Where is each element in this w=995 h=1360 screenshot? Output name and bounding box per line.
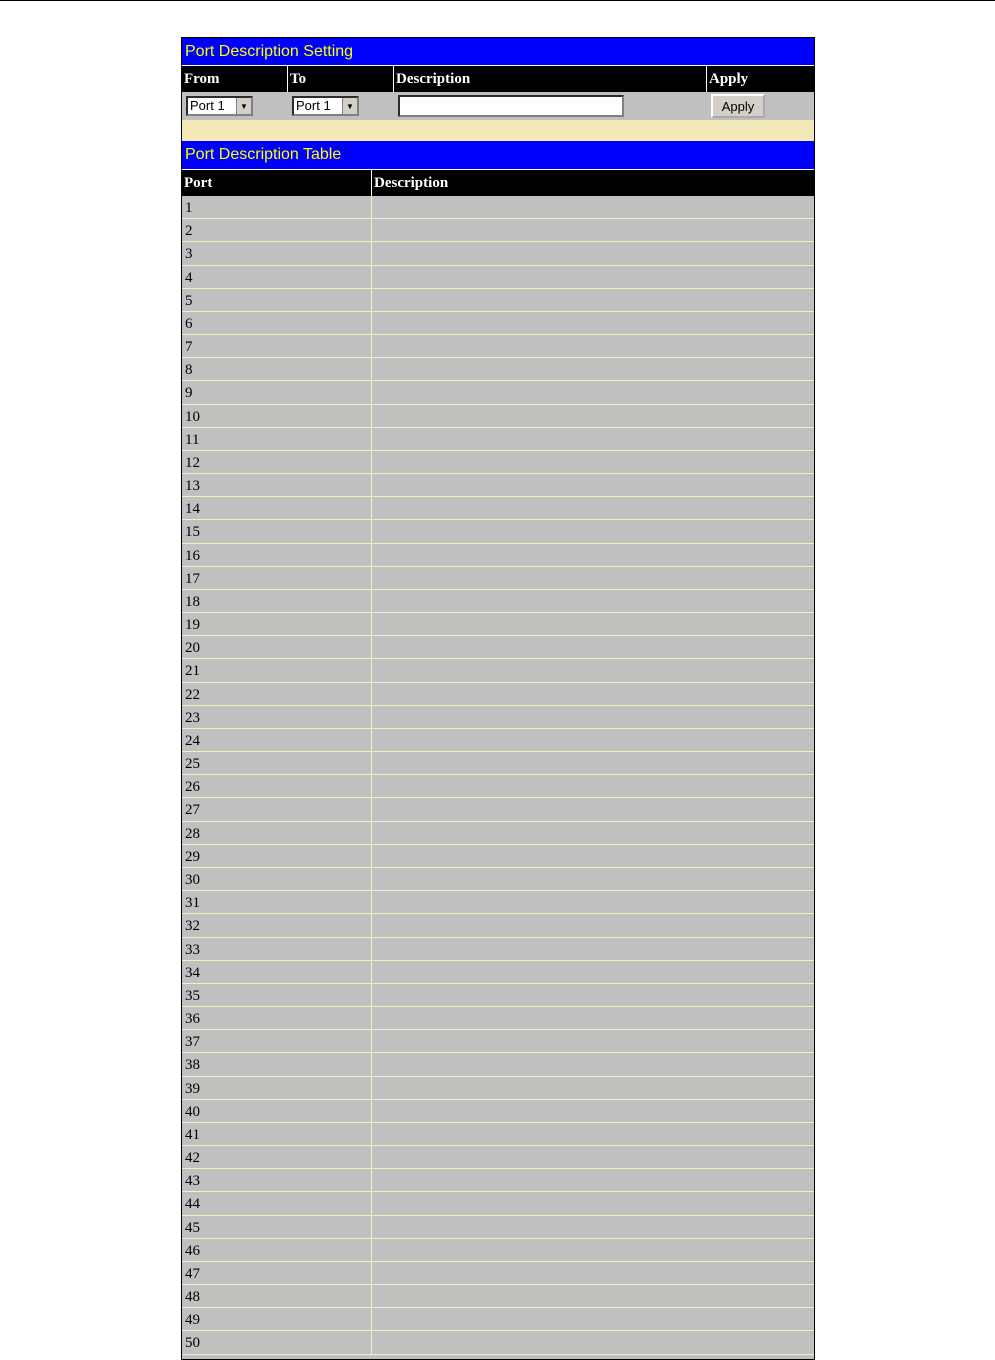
description-cell bbox=[372, 544, 814, 566]
table-row bbox=[182, 1077, 814, 1100]
port-cell: 37 bbox=[182, 1030, 372, 1052]
table-row bbox=[182, 1262, 814, 1285]
description-cell bbox=[372, 683, 814, 705]
to-cell bbox=[288, 92, 394, 120]
description-cell bbox=[372, 1123, 814, 1145]
port-cell: 9 bbox=[182, 381, 372, 403]
port-cell: 19 bbox=[182, 613, 372, 635]
port-cell: 48 bbox=[182, 1285, 372, 1307]
port-cell: 49 bbox=[182, 1308, 372, 1330]
setting-title: Port Description Setting bbox=[182, 38, 814, 66]
table-row bbox=[182, 1007, 814, 1030]
description-cell bbox=[372, 428, 814, 450]
description-cell bbox=[372, 1331, 814, 1353]
section-spacer bbox=[182, 120, 814, 141]
description-cell bbox=[372, 219, 814, 241]
table-row bbox=[182, 520, 814, 543]
table-row bbox=[182, 567, 814, 590]
description-cell bbox=[372, 520, 814, 542]
description-cell bbox=[372, 567, 814, 589]
port-cell: 1 bbox=[182, 196, 372, 218]
description-cell bbox=[372, 1308, 814, 1330]
table-row bbox=[182, 1239, 814, 1262]
port-cell: 31 bbox=[182, 891, 372, 913]
port-cell: 36 bbox=[182, 1007, 372, 1029]
table-row bbox=[182, 219, 814, 242]
table-row bbox=[182, 1285, 814, 1308]
description-cell bbox=[372, 1262, 814, 1284]
description-cell bbox=[372, 752, 814, 774]
port-cell: 4 bbox=[182, 266, 372, 288]
chevron-down-icon[interactable]: ▼ bbox=[342, 98, 357, 114]
port-cell: 42 bbox=[182, 1146, 372, 1168]
table-row bbox=[182, 544, 814, 567]
from-header: From bbox=[182, 66, 288, 92]
port-cell: 3 bbox=[182, 242, 372, 264]
port-cell: 50 bbox=[182, 1331, 372, 1353]
description-cell bbox=[372, 497, 814, 519]
port-cell: 23 bbox=[182, 706, 372, 728]
chevron-down-icon[interactable]: ▼ bbox=[236, 98, 251, 114]
port-table-body bbox=[182, 196, 814, 1355]
description-cell bbox=[372, 335, 814, 357]
table-row bbox=[182, 590, 814, 613]
table-row bbox=[182, 891, 814, 914]
description-cell bbox=[372, 1169, 814, 1191]
table-row bbox=[182, 381, 814, 404]
port-cell: 38 bbox=[182, 1053, 372, 1075]
table-row bbox=[182, 914, 814, 937]
port-cell: 44 bbox=[182, 1192, 372, 1214]
description-cell bbox=[372, 358, 814, 380]
description-cell bbox=[372, 961, 814, 983]
description-cell bbox=[372, 822, 814, 844]
port-cell: 22 bbox=[182, 683, 372, 705]
description-cell bbox=[372, 868, 814, 890]
port-cell: 5 bbox=[182, 289, 372, 311]
from-port-value: Port 1 bbox=[190, 98, 225, 113]
description-column-header: Description bbox=[374, 175, 449, 191]
description-cell bbox=[372, 1100, 814, 1122]
apply-button[interactable]: Apply bbox=[711, 94, 765, 118]
table-row bbox=[182, 358, 814, 381]
port-cell: 35 bbox=[182, 984, 372, 1006]
table-row bbox=[182, 845, 814, 868]
table-row bbox=[182, 1146, 814, 1169]
table-row bbox=[182, 1169, 814, 1192]
table-header-row bbox=[182, 170, 814, 196]
table-row bbox=[182, 1331, 814, 1354]
port-cell: 30 bbox=[182, 868, 372, 890]
port-cell: 45 bbox=[182, 1216, 372, 1238]
description-cell bbox=[372, 1216, 814, 1238]
to-port-value: Port 1 bbox=[296, 98, 331, 113]
table-row bbox=[182, 775, 814, 798]
table-row bbox=[182, 961, 814, 984]
description-cell bbox=[372, 1053, 814, 1075]
setting-header-row bbox=[182, 66, 814, 92]
table-row bbox=[182, 196, 814, 219]
port-cell: 15 bbox=[182, 520, 372, 542]
description-cell bbox=[372, 381, 814, 403]
description-cell bbox=[372, 938, 814, 960]
description-cell bbox=[372, 706, 814, 728]
port-cell: 41 bbox=[182, 1123, 372, 1145]
table-row bbox=[182, 868, 814, 891]
description-cell bbox=[372, 729, 814, 751]
port-cell: 29 bbox=[182, 845, 372, 867]
port-cell: 24 bbox=[182, 729, 372, 751]
port-cell: 2 bbox=[182, 219, 372, 241]
table-row bbox=[182, 242, 814, 265]
table-row bbox=[182, 289, 814, 312]
port-cell: 13 bbox=[182, 474, 372, 496]
port-cell: 21 bbox=[182, 659, 372, 681]
table-row bbox=[182, 1123, 814, 1146]
description-cell bbox=[372, 798, 814, 820]
port-cell: 27 bbox=[182, 798, 372, 820]
description-cell bbox=[372, 196, 814, 218]
description-cell bbox=[372, 891, 814, 913]
port-cell: 7 bbox=[182, 335, 372, 357]
table-row bbox=[182, 428, 814, 451]
to-header: To bbox=[288, 66, 394, 92]
port-cell: 20 bbox=[182, 636, 372, 658]
apply-cell bbox=[707, 92, 814, 120]
table-row bbox=[182, 984, 814, 1007]
table-row bbox=[182, 1216, 814, 1239]
description-cell bbox=[372, 451, 814, 473]
port-cell: 10 bbox=[182, 405, 372, 427]
port-cell: 28 bbox=[182, 822, 372, 844]
table-row bbox=[182, 497, 814, 520]
table-row bbox=[182, 1053, 814, 1076]
port-cell: 39 bbox=[182, 1077, 372, 1099]
table-row bbox=[182, 312, 814, 335]
description-cell bbox=[372, 1146, 814, 1168]
port-cell: 25 bbox=[182, 752, 372, 774]
table-row bbox=[182, 451, 814, 474]
table-row bbox=[182, 474, 814, 497]
port-cell: 12 bbox=[182, 451, 372, 473]
description-header: Description bbox=[394, 66, 707, 92]
port-cell: 18 bbox=[182, 590, 372, 612]
table-row bbox=[182, 706, 814, 729]
description-cell bbox=[372, 1239, 814, 1261]
port-cell: 47 bbox=[182, 1262, 372, 1284]
description-cell bbox=[372, 1007, 814, 1029]
table-row bbox=[182, 752, 814, 775]
description-cell bbox=[372, 590, 814, 612]
description-cell bbox=[372, 474, 814, 496]
table-row bbox=[182, 405, 814, 428]
port-cell: 8 bbox=[182, 358, 372, 380]
apply-header: Apply bbox=[709, 71, 749, 87]
description-cell bbox=[394, 92, 707, 120]
table-row bbox=[182, 1192, 814, 1215]
port-cell: 32 bbox=[182, 914, 372, 936]
port-cell: 16 bbox=[182, 544, 372, 566]
table-row bbox=[182, 613, 814, 636]
port-cell: 33 bbox=[182, 938, 372, 960]
setting-controls-row bbox=[182, 92, 814, 120]
description-cell bbox=[372, 636, 814, 658]
description-cell bbox=[372, 775, 814, 797]
from-port-select[interactable] bbox=[186, 96, 253, 116]
table-row bbox=[182, 1100, 814, 1123]
port-cell: 40 bbox=[182, 1100, 372, 1122]
table-row bbox=[182, 659, 814, 682]
port-cell: 14 bbox=[182, 497, 372, 519]
description-cell bbox=[372, 289, 814, 311]
description-cell bbox=[372, 1192, 814, 1214]
port-description-panel bbox=[181, 37, 815, 1360]
description-cell bbox=[372, 266, 814, 288]
port-cell: 34 bbox=[182, 961, 372, 983]
description-input[interactable] bbox=[398, 95, 624, 117]
table-row bbox=[182, 938, 814, 961]
from-cell bbox=[182, 92, 288, 120]
description-cell bbox=[372, 1077, 814, 1099]
description-cell bbox=[372, 1285, 814, 1307]
top-rule bbox=[0, 0, 995, 1]
port-cell: 6 bbox=[182, 312, 372, 334]
description-cell bbox=[372, 1030, 814, 1052]
description-cell bbox=[372, 659, 814, 681]
description-cell bbox=[372, 984, 814, 1006]
table-row bbox=[182, 683, 814, 706]
port-column-header: Port bbox=[182, 170, 372, 196]
table-row bbox=[182, 822, 814, 845]
description-cell bbox=[372, 312, 814, 334]
port-cell: 17 bbox=[182, 567, 372, 589]
table-row bbox=[182, 335, 814, 358]
description-cell bbox=[372, 242, 814, 264]
to-port-select[interactable] bbox=[292, 96, 359, 116]
description-cell bbox=[372, 405, 814, 427]
table-row bbox=[182, 1030, 814, 1053]
port-cell: 43 bbox=[182, 1169, 372, 1191]
description-cell bbox=[372, 845, 814, 867]
table-row bbox=[182, 636, 814, 659]
port-cell: 26 bbox=[182, 775, 372, 797]
table-row bbox=[182, 798, 814, 821]
description-cell bbox=[372, 914, 814, 936]
port-cell: 11 bbox=[182, 428, 372, 450]
table-row bbox=[182, 1308, 814, 1331]
table-title: Port Description Table bbox=[182, 141, 814, 170]
table-row bbox=[182, 266, 814, 289]
table-row bbox=[182, 729, 814, 752]
description-cell bbox=[372, 613, 814, 635]
port-cell: 46 bbox=[182, 1239, 372, 1261]
